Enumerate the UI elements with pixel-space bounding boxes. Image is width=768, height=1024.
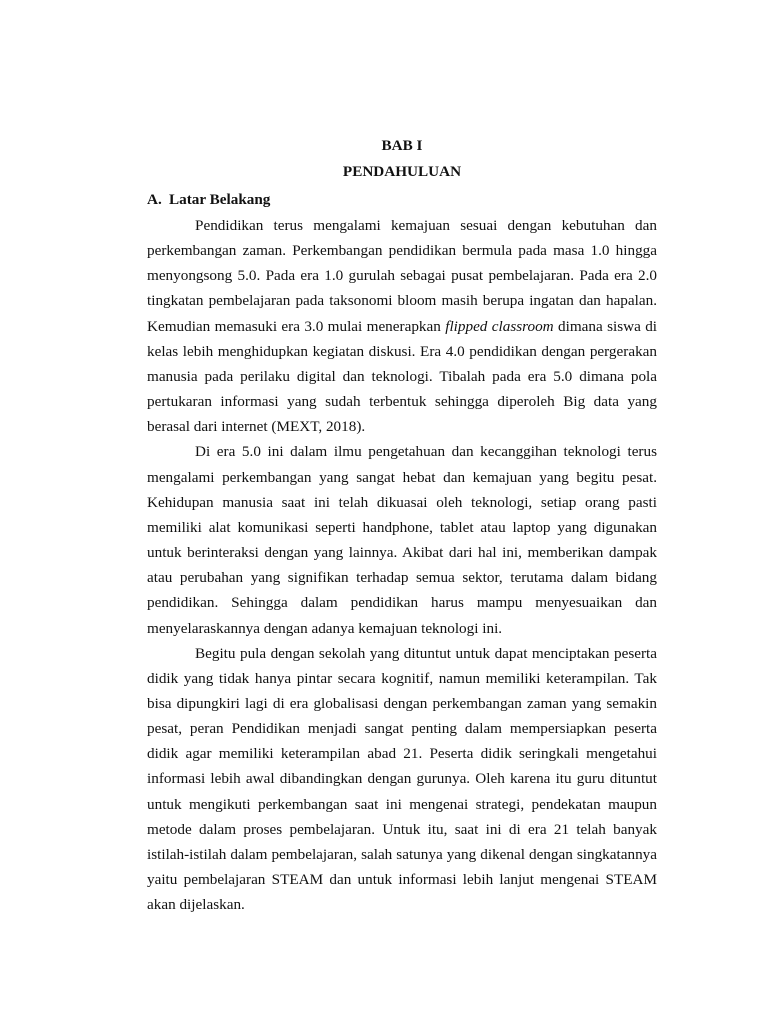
paragraph: Di era 5.0 ini dalam ilmu pengetahuan dan kecanggihan teknologi terus mengalami perkembangan yang sangat hebat dan kemajuan yang begitu pesat. Kehidupan manusia saat ini telah dikuasai oleh teknologi, setiap orang pasti memiliki alat komunikasi seperti handphone, tablet atau laptop yang digunakan untuk berinteraksi dengan yang lainnya. Akibat dari hal ini, memberikan dampak atau perubahan yang signifikan terhadap semua sektor, terutama dalam bidang pendidikan. Sehingga dalam pendidikan harus mampu menyesuaikan dan menyelaraskannya dengan adanya kemajuan teknologi ini. bbox=[147, 443, 657, 637]
chapter-title: PENDAHULUAN bbox=[342, 163, 462, 180]
paragraph: Begitu pula dengan sekolah yang dituntut untuk dapat menciptakan peserta didik yang tidak hanya pintar secara kognitif, namun memiliki keterampilan. Tak bisa dipungkiri lagi di era globalisasi dengan perkembangan zaman yang semakin pesat, peran Pendidikan menjadi sangat penting dalam mempersiapkan peserta didik agar memiliki keterampilan abad 21. Peserta didik seringkali mengetahui informasi lebih awal dibandingkan dengan gurunya. Oleh karena itu guru dituntut untuk mengikuti perkembangan saat ini mengenai strategi, pendekatan maupun metode dalam proses pembelajaran. Untuk itu, saat ini di era 21 telah banyak istilah-istilah dalam pembelajaran, salah satunya yang dikenal dengan singkatannya yaitu pembelajaran STEAM dan untuk informasi lebih lanjut mengenai STEAM akan dijelaskan. bbox=[147, 644, 657, 914]
paragraph-text: Pendidikan terus mengalami kemajuan sesuai dengan kebutuhan dan perkembangan zaman. Perkembangan pendidikan bermula pada masa 1.0 hingga menyongsong 5.0. Pada era 1.0 gurulah sebagai pusat pembelajaran. Pada era 2.0 tingkatan pembelajaran pada taksonomi bloom masih berupa ingatan dan hapalan. Kemudian memasuki era 3.0 mulai menerapkan bbox=[147, 217, 657, 335]
paragraph-text: dimana siswa di kelas lebih menghidupkan kegiatan diskusi. Era 4.0 pendidikan dengan pergerakan manusia pada perilaku digital dan teknologi. Tibalah pada era 5.0 dimana pola pertukaran informasi yang sudah terbentuk sehingga diperoleh Big data yang berasal dari internet (MEXT, 2018). bbox=[147, 317, 658, 436]
body-text bbox=[147, 213, 657, 917]
section-title: Latar Belakang bbox=[169, 191, 271, 208]
chapter-number: BAB I bbox=[381, 137, 423, 154]
section-heading bbox=[147, 190, 270, 210]
section-marker: A. bbox=[147, 191, 162, 208]
italic-term: flipped classroom bbox=[445, 317, 554, 335]
paragraph bbox=[147, 213, 657, 439]
